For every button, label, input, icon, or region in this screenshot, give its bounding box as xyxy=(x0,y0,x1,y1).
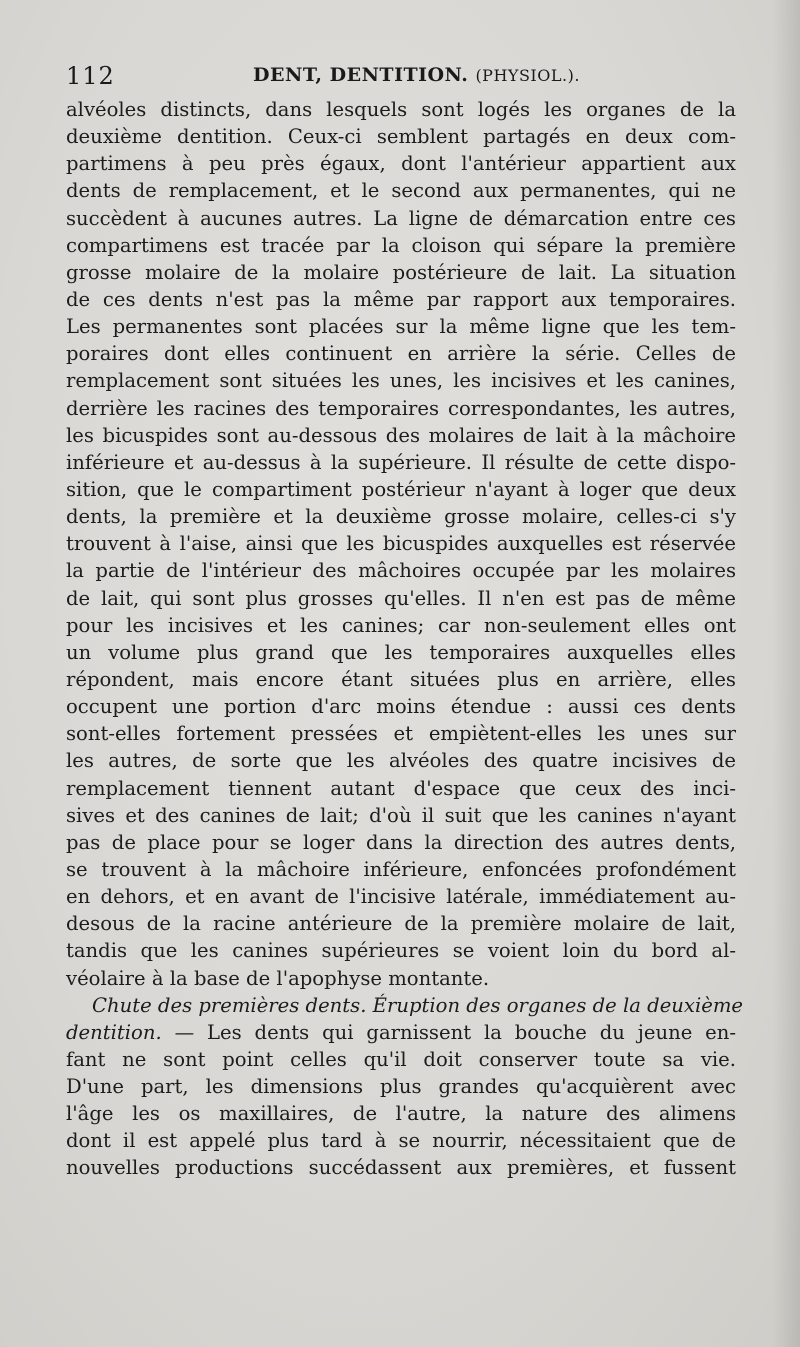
text-line: la partie de l'intérieur des mâchoires occupée par les molaires xyxy=(66,559,736,583)
text-line: dents, la première et la deuxième grosse molaire, celles-ci s'y xyxy=(66,505,736,529)
paragraph-start: — Les dents qui garnissent la bouche du jeune en- xyxy=(174,1020,736,1044)
text-line: pas de place pour se loger dans la direction des autres dents, xyxy=(66,830,736,854)
text-line: desous de la racine antérieure de la première molaire de lait, xyxy=(66,912,736,936)
text-line: grosse molaire de la molaire postérieure de lait. La situation xyxy=(66,260,736,284)
text-line: dents de remplacement, et le second aux permanentes, qui ne xyxy=(66,179,736,203)
text-line: sives et des canines de lait; d'où il suit que les canines n'ayant xyxy=(66,803,736,827)
text-line: les bicuspides sont au-dessous des molaires de lait à la mâchoire xyxy=(66,423,736,447)
body-text xyxy=(66,96,743,1182)
text-line: répondent, mais encore étant situées plus en arrière, elles xyxy=(66,667,736,691)
text-line: les autres, de sorte que les alvéoles des quatre incisives de xyxy=(66,749,736,773)
text-line: un volume plus grand que les temporaires auxquelles elles xyxy=(66,640,736,664)
text-line: occupent une portion d'arc moins étendue : aussi ces dents xyxy=(66,695,736,719)
text-line: de lait, qui sont plus grosses qu'elles. Il n'en est pas de même xyxy=(66,586,736,610)
section-heading-line xyxy=(66,992,743,1019)
running-head-section: (PHYSIOL.). xyxy=(475,66,580,85)
text-line: deuxième dentition. Ceux-ci semblent partagés en deux com- xyxy=(66,125,736,149)
text-line: Les permanentes sont placées sur la même ligne que les tem- xyxy=(66,315,736,339)
text-line: sition, que le compartiment postérieur n'ayant à loger que deux xyxy=(66,477,736,501)
text-line: alvéoles distincts, dans lesquels sont logés les organes de la xyxy=(66,98,736,121)
text-line: poraires dont elles continuent en arrière la série. Celles de xyxy=(66,342,736,366)
text-line: sont-elles fortement pressées et empiètent-elles les unes sur xyxy=(66,722,736,746)
page-header xyxy=(66,60,736,94)
text-line: tandis que les canines supérieures se voient loin du bord al- xyxy=(66,939,736,963)
text-line: pour les incisives et les canines; car non-seulement elles ont xyxy=(66,613,736,637)
section-heading-continued: dentition. xyxy=(66,1020,162,1044)
page-edge-shadow xyxy=(772,0,800,1347)
page-number: 112 xyxy=(66,62,115,90)
text-line: succèdent à aucunes autres. La ligne de démarcation entre ces xyxy=(66,206,736,230)
text-line: l'âge les os maxillaires, de l'autre, la nature des alimens xyxy=(66,1102,736,1126)
text-line: inférieure et au-dessus à la supérieure. Il résulte de cette dispo- xyxy=(66,450,736,474)
text-line: partimens à peu près égaux, dont l'antérieur appartient aux xyxy=(66,152,736,176)
text-line: de ces dents n'est pas la même par rapport aux temporaires. xyxy=(66,287,736,311)
text-line: véolaire à la base de l'apophyse montante. xyxy=(66,966,490,990)
text-line: compartimens est tracée par la cloison qui sépare la première xyxy=(66,233,736,257)
running-head-main: DENT, DENTITION. xyxy=(253,64,469,86)
text-line: derrière les racines des temporaires correspondantes, les autres, xyxy=(66,396,736,420)
text-line: D'une part, les dimensions plus grandes qu'acquièrent avec xyxy=(66,1075,736,1099)
text-line: en dehors, et en avant de l'incisive latérale, immédiatement au- xyxy=(66,885,736,909)
text-line: trouvent à l'aise, ainsi que les bicuspides auxquelles est réservée xyxy=(66,532,736,556)
section-heading-line-2 xyxy=(66,1019,736,1046)
running-head xyxy=(253,64,580,86)
text-line: dont il est appelé plus tard à se nourrir, nécessitaient que de xyxy=(66,1129,736,1153)
text-line: nouvelles productions succédassent aux premières, et fussent xyxy=(66,1156,736,1180)
section-heading: Chute des premières dents. Éruption des organes de la deuxième xyxy=(92,993,743,1017)
text-line: fant ne sont point celles qu'il doit conserver toute sa vie. xyxy=(66,1047,736,1071)
text-line: se trouvent à la mâchoire inférieure, enfoncées profondément xyxy=(66,857,736,881)
text-line: remplacement sont situées les unes, les incisives et les canines, xyxy=(66,369,736,393)
text-line: remplacement tiennent autant d'espace que ceux des inci- xyxy=(66,776,736,800)
